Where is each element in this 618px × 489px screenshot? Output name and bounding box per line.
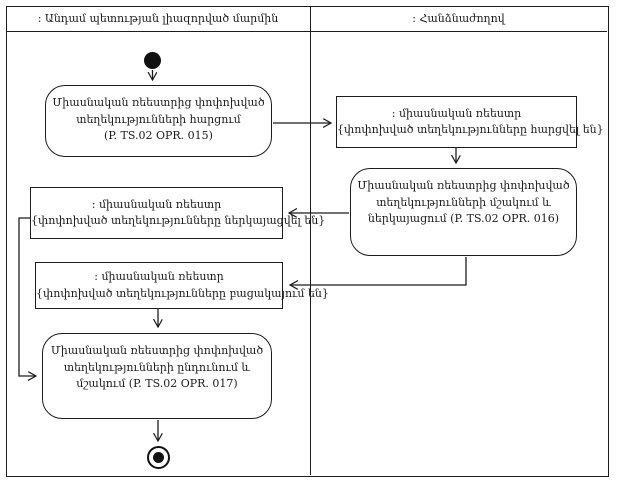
object-state: {փոփոխված տեղեկությունները բացակայում են} bbox=[36, 286, 329, 300]
action-label-line: (P. TS.02 OPR. 015) bbox=[104, 129, 213, 142]
action-label-line: մշակում (P. TS.02 OPR. 017) bbox=[76, 377, 238, 390]
action-receive-process-017 bbox=[42, 333, 272, 419]
object-state: {փոփոխված տեղեկությունները հարցվել են} bbox=[337, 123, 604, 136]
object-node-registry-presented bbox=[30, 187, 326, 239]
action-label-line: տեղեկությունների մշակում և bbox=[376, 195, 551, 209]
action-label-line: տեղեկությունների հարցում bbox=[76, 112, 241, 126]
object-node-registry-requested bbox=[336, 96, 604, 148]
object-title: : միասնական ռեեստր bbox=[391, 106, 522, 120]
object-title: : միասնական ռեեստր bbox=[94, 270, 224, 283]
activity-final-dot bbox=[153, 452, 164, 463]
activity-final-node bbox=[147, 446, 170, 469]
object-node-registry-absent bbox=[35, 262, 329, 309]
lane-title: : Հանձնաժողով bbox=[412, 12, 505, 25]
action-label-line: Միասնական ռեեստրից փոփոխված bbox=[357, 179, 570, 192]
object-state: {փոփոխված տեղեկությունները ներկայացվել են} bbox=[31, 214, 326, 227]
action-label-line: տեղեկությունների ընդունում և bbox=[63, 360, 251, 374]
edge-action-016-to-object-absent bbox=[290, 257, 466, 285]
edge-object-presented-to-action-017 bbox=[19, 218, 36, 376]
object-title: : միասնական ռեեստր bbox=[91, 197, 222, 211]
action-label-line: Միասնական ռեեստրից փոփոխված bbox=[50, 344, 264, 357]
action-label-line: ներկայացում (P. TS.02 OPR. 016) bbox=[367, 212, 560, 225]
lane-title: : Անդամ պետության լիազորված մարմին bbox=[37, 12, 279, 25]
action-label-line: Միասնական ռեեստրից փոփոխված bbox=[52, 96, 265, 109]
action-process-present-016 bbox=[350, 168, 577, 256]
initial-node bbox=[144, 52, 161, 69]
action-query-changed-info-015 bbox=[45, 85, 272, 157]
